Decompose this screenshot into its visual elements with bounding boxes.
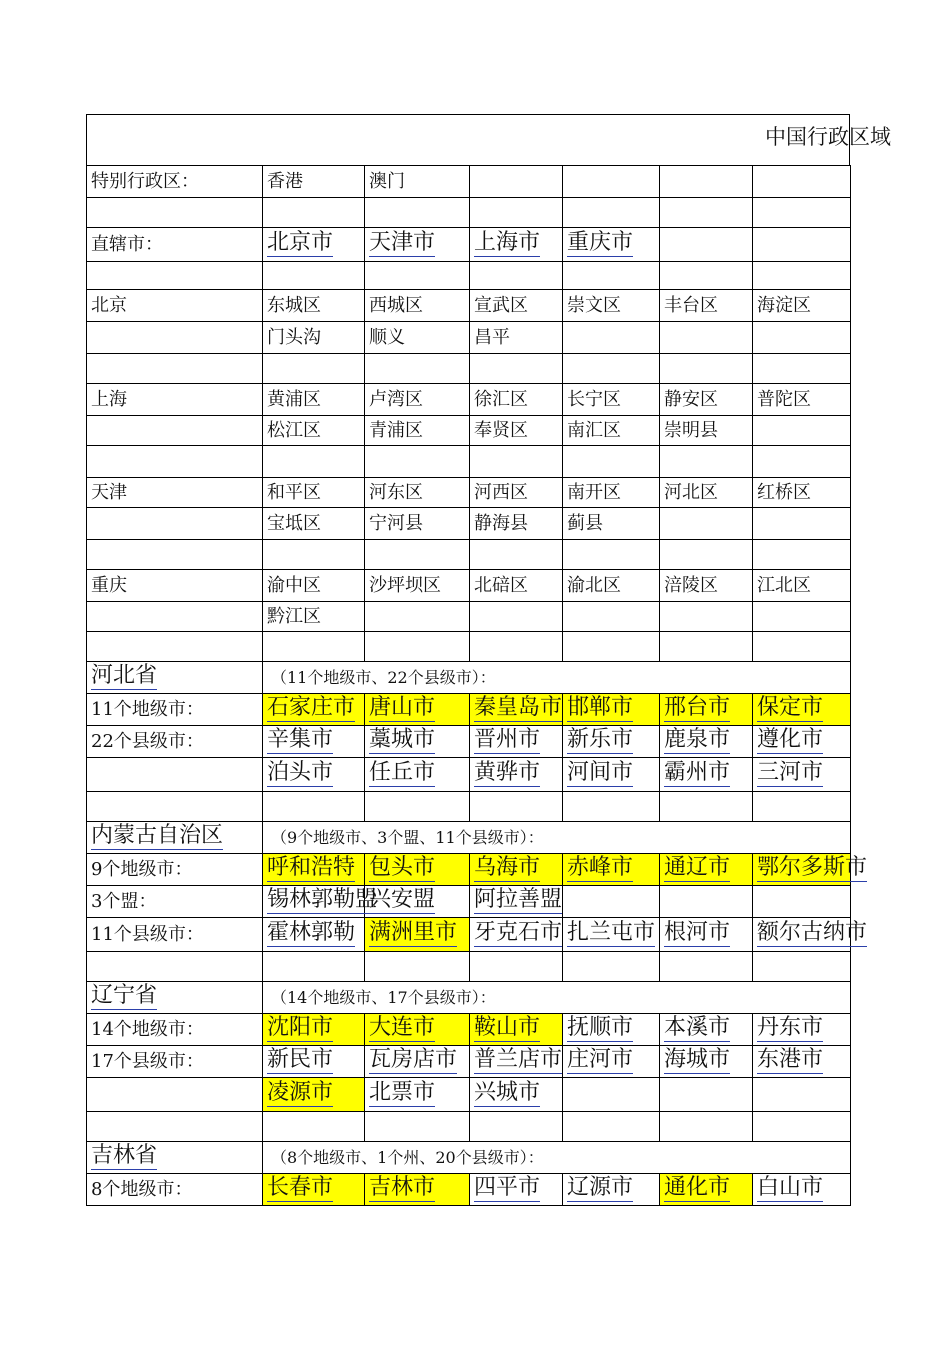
cell-label: 直辖市：	[87, 228, 263, 262]
city-link[interactable]: 藁城市	[369, 727, 436, 752]
city-link[interactable]: 普兰店市	[474, 1047, 563, 1072]
cell-label: 11个县级市：	[87, 918, 263, 952]
city-link[interactable]: 邢台市	[664, 695, 731, 720]
link-shanghai[interactable]: 上海市	[474, 230, 541, 255]
province-header-row	[87, 1142, 851, 1174]
cell-empty	[660, 166, 753, 198]
district-cell: 崇文区	[563, 290, 660, 322]
table-row	[87, 478, 851, 508]
district-cell: 静海县	[470, 508, 563, 540]
district-cell: 红桥区	[753, 478, 851, 508]
table-row	[87, 726, 851, 758]
city-link[interactable]: 牙克石市	[474, 920, 563, 945]
city-link[interactable]: 黄骅市	[474, 760, 541, 785]
district-cell: 丰台区	[660, 290, 753, 322]
city-link[interactable]: 通化市	[664, 1175, 731, 1200]
city-link[interactable]: 庄河市	[567, 1047, 634, 1072]
cell-label: 重庆	[87, 570, 263, 602]
table-row	[87, 290, 851, 322]
cell-label: 17个县级市：	[87, 1046, 263, 1078]
city-link[interactable]: 凌源市	[267, 1080, 334, 1105]
city-link[interactable]: 兴城市	[474, 1080, 541, 1105]
link-liaoning[interactable]: 辽宁省	[91, 983, 158, 1008]
province-header-row	[87, 822, 851, 854]
district-cell: 河西区	[470, 478, 563, 508]
city-link[interactable]: 扎兰屯市	[567, 920, 656, 945]
spreadsheet	[86, 114, 891, 1206]
district-cell: 崇明县	[660, 416, 753, 446]
cell-label: 北京	[87, 290, 263, 322]
district-cell: 涪陵区	[660, 570, 753, 602]
city-link[interactable]: 三河市	[757, 760, 824, 785]
city-link[interactable]: 任丘市	[369, 760, 436, 785]
district-cell: 卢湾区	[365, 384, 470, 416]
cell-label: 上海	[87, 384, 263, 416]
table-row	[87, 1014, 851, 1046]
city-link[interactable]: 根河市	[664, 920, 731, 945]
city-link[interactable]: 海城市	[664, 1047, 731, 1072]
district-cell: 宁河县	[365, 508, 470, 540]
district-cell: 沙坪坝区	[365, 570, 470, 602]
cell-empty	[753, 166, 851, 198]
province-header-row	[87, 662, 851, 694]
city-link[interactable]: 辽源市	[567, 1175, 634, 1200]
city-link[interactable]: 新民市	[267, 1047, 334, 1072]
table-row	[87, 570, 851, 602]
table-row	[87, 694, 851, 726]
city-link[interactable]: 霸州市	[664, 760, 731, 785]
cell-label: 9个地级市：	[87, 854, 263, 886]
table-row	[87, 322, 851, 354]
district-cell: 南汇区	[563, 416, 660, 446]
cell-empty	[563, 166, 660, 198]
city-link[interactable]: 赤峰市	[567, 855, 634, 880]
district-cell: 松江区	[263, 416, 365, 446]
province-desc: （14个地级市、17个县级市）：	[263, 982, 851, 1014]
table-row	[87, 1078, 851, 1112]
table-row	[87, 384, 851, 416]
city-link[interactable]: 满洲里市	[369, 920, 458, 945]
city-link[interactable]: 沈阳市	[267, 1015, 334, 1040]
district-cell: 河东区	[365, 478, 470, 508]
city-link[interactable]: 包头市	[369, 855, 436, 880]
city-link[interactable]: 唐山市	[369, 695, 436, 720]
link-hebei[interactable]: 河北省	[91, 663, 158, 688]
city-link[interactable]: 鄂尔多斯市	[757, 855, 868, 880]
city-link[interactable]: 丹东市	[757, 1015, 824, 1040]
city-link[interactable]: 乌海市	[474, 855, 541, 880]
city-link[interactable]: 抚顺市	[567, 1015, 634, 1040]
cell-label: 天津	[87, 478, 263, 508]
city-link[interactable]: 长春市	[267, 1175, 334, 1200]
cell-label: 11个地级市：	[87, 694, 263, 726]
table-row	[87, 758, 851, 792]
table-row	[87, 1046, 851, 1078]
city-link[interactable]: 晋州市	[474, 727, 541, 752]
district-cell: 普陀区	[753, 384, 851, 416]
link-tianjin[interactable]: 天津市	[369, 230, 436, 255]
title-row	[86, 114, 891, 165]
region-table	[86, 165, 868, 1206]
district-cell: 奉贤区	[470, 416, 563, 446]
city-link[interactable]: 阿拉善盟	[474, 887, 563, 912]
district-cell: 黄浦区	[263, 384, 365, 416]
district-cell: 门头沟	[263, 322, 365, 354]
province-desc: （9个地级市、3个盟、11个县级市）：	[263, 822, 851, 854]
table-row	[87, 918, 851, 952]
link-neimenggu[interactable]: 内蒙古自治区	[91, 823, 224, 848]
city-link[interactable]: 辛集市	[267, 727, 334, 752]
city-link[interactable]: 东港市	[757, 1047, 824, 1072]
city-link[interactable]: 大连市	[369, 1015, 436, 1040]
city-link[interactable]: 鞍山市	[474, 1015, 541, 1040]
city-link[interactable]: 四平市	[474, 1175, 541, 1200]
cell-macau: 澳门	[365, 166, 470, 198]
district-cell: 青浦区	[365, 416, 470, 446]
city-link[interactable]: 河间市	[567, 760, 634, 785]
table-row	[87, 508, 851, 540]
city-link[interactable]: 额尔古纳市	[757, 920, 868, 945]
district-cell: 长宁区	[563, 384, 660, 416]
city-link[interactable]: 呼和浩特	[267, 855, 356, 880]
table-row	[87, 416, 851, 446]
district-cell: 昌平	[470, 322, 563, 354]
district-cell: 南开区	[563, 478, 660, 508]
page-title: 中国行政区域	[765, 125, 891, 149]
link-jilin[interactable]: 吉林省	[91, 1143, 158, 1168]
district-cell: 黔江区	[263, 602, 365, 632]
district-cell: 江北区	[753, 570, 851, 602]
district-cell: 静安区	[660, 384, 753, 416]
district-cell: 海淀区	[753, 290, 851, 322]
district-cell: 北碚区	[470, 570, 563, 602]
cell-empty	[470, 166, 563, 198]
city-link[interactable]: 石家庄市	[267, 695, 356, 720]
city-link[interactable]: 霍林郭勒	[267, 920, 356, 945]
cell-hongkong: 香港	[263, 166, 365, 198]
city-link[interactable]: 秦皇岛市	[474, 695, 563, 720]
province-desc: （8个地级市、1个州、20个县级市）：	[263, 1142, 851, 1174]
district-cell: 东城区	[263, 290, 365, 322]
cell-label: 14个地级市：	[87, 1014, 263, 1046]
cell-label: 22个县级市：	[87, 726, 263, 758]
district-cell: 和平区	[263, 478, 365, 508]
city-link[interactable]: 吉林市	[369, 1175, 436, 1200]
district-cell: 河北区	[660, 478, 753, 508]
district-cell: 蓟县	[563, 508, 660, 540]
district-cell: 宣武区	[470, 290, 563, 322]
province-desc: （11个地级市、22个县级市）：	[263, 662, 851, 694]
table-row	[87, 602, 851, 632]
city-link[interactable]: 遵化市	[757, 727, 824, 752]
link-chongqing[interactable]: 重庆市	[567, 230, 634, 255]
district-cell: 渝北区	[563, 570, 660, 602]
cell-label: 特别行政区：	[87, 166, 263, 198]
city-link[interactable]: 新乐市	[567, 727, 634, 752]
district-cell: 渝中区	[263, 570, 365, 602]
city-link[interactable]: 泊头市	[267, 760, 334, 785]
table-row	[87, 854, 851, 886]
table-row	[87, 1174, 851, 1206]
city-link[interactable]: 保定市	[757, 695, 824, 720]
district-cell: 宝坻区	[263, 508, 365, 540]
city-link[interactable]: 通辽市	[664, 855, 731, 880]
city-link[interactable]: 鹿泉市	[664, 727, 731, 752]
cell-label: 3个盟：	[87, 886, 263, 918]
city-link[interactable]: 锡林郭勒盟	[267, 887, 378, 912]
link-beijing[interactable]: 北京市	[267, 230, 334, 255]
province-header-row	[87, 982, 851, 1014]
city-link[interactable]: 瓦房店市	[369, 1047, 458, 1072]
city-link[interactable]: 白山市	[757, 1175, 824, 1200]
city-link[interactable]: 邯郸市	[567, 695, 634, 720]
table-row	[87, 198, 851, 228]
district-cell: 徐汇区	[470, 384, 563, 416]
city-link[interactable]: 本溪市	[664, 1015, 731, 1040]
cell-label: 8个地级市：	[87, 1174, 263, 1206]
table-row	[87, 886, 851, 918]
district-cell: 顺义	[365, 322, 470, 354]
table-row	[87, 166, 851, 198]
district-cell: 西城区	[365, 290, 470, 322]
table-row	[87, 228, 851, 262]
city-link[interactable]: 北票市	[369, 1080, 436, 1105]
city-link[interactable]: 兴安盟	[369, 887, 436, 912]
